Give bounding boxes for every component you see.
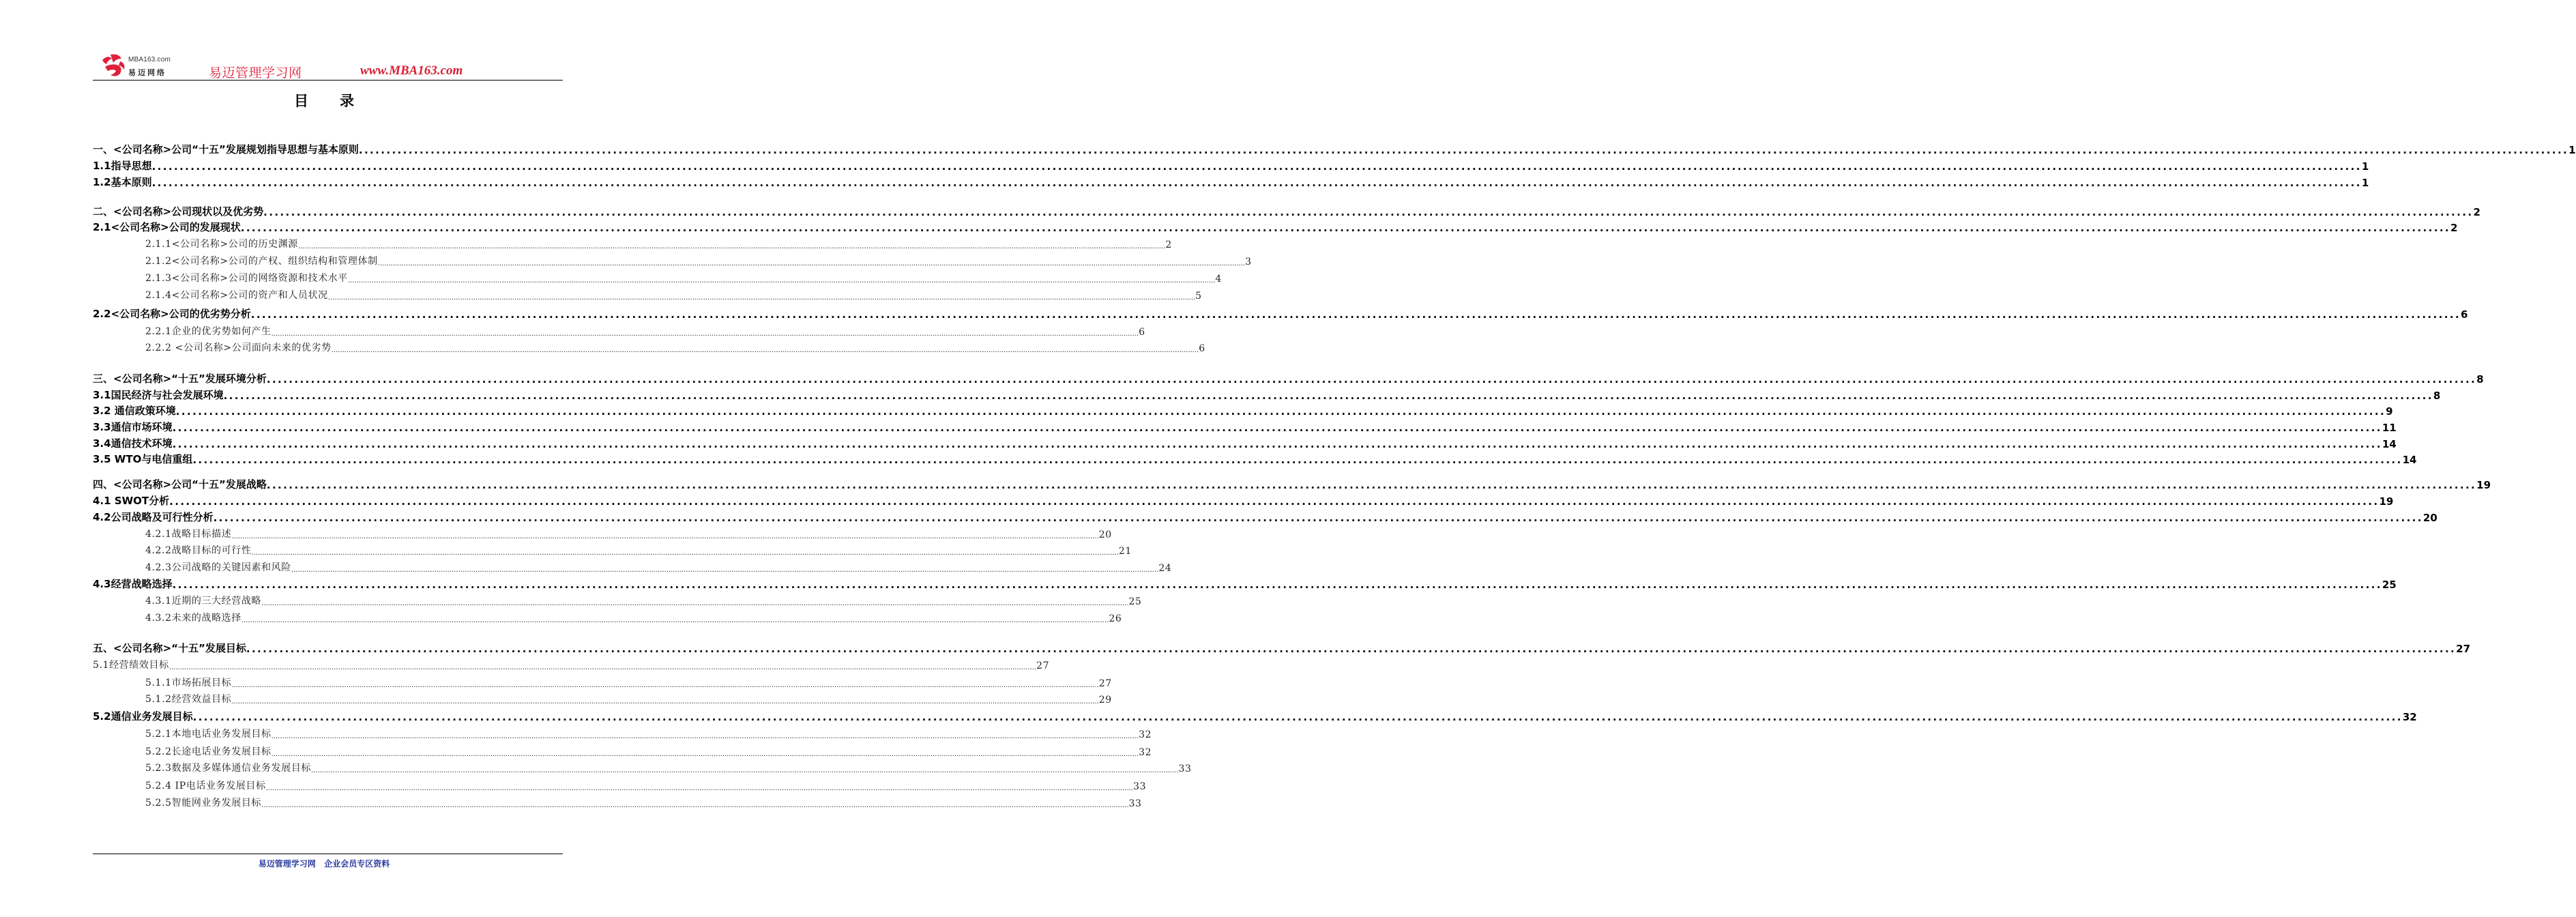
toc-entry[interactable] bbox=[93, 140, 2576, 156]
toc-entry[interactable] bbox=[145, 338, 1205, 354]
toc-entry-title: 2.2<公司名称>公司的优劣势分析 bbox=[93, 308, 251, 320]
page-header bbox=[93, 45, 563, 81]
toc-entry-page: 4 bbox=[1215, 274, 1222, 285]
toc-entry[interactable] bbox=[93, 574, 2397, 591]
toc-entry-page: 14 bbox=[2382, 438, 2397, 450]
toc-entry[interactable] bbox=[145, 540, 1132, 557]
toc-entry-page: 25 bbox=[2382, 579, 2397, 591]
toc-entry-page: 26 bbox=[1109, 613, 1122, 624]
toc-entry-title: 4.2.1战略目标描述 bbox=[145, 529, 232, 540]
toc-entry-page: 27 bbox=[1098, 678, 1112, 689]
toc-entry-title: 2.1.3<公司名称>公司的网络资源和技术水平 bbox=[145, 273, 348, 284]
toc-entry-title: 2.2.1企业的优劣势如何产生 bbox=[145, 326, 272, 337]
toc-leader-dots: ................................................................................................................................................................................................................................................................................................................................................................................................................ bbox=[213, 512, 2423, 524]
toc-entry-page: 6 bbox=[1199, 343, 1205, 354]
toc-leader-dots: ................................................................................................................................................................................................................................................................................................................................................................................................................ bbox=[231, 698, 1099, 705]
toc-entry-title: 2.1<公司名称>公司的发展现状 bbox=[93, 221, 241, 233]
toc-leader-dots: ................................................................................................................................................................................................................................................................................................................................................................................................................ bbox=[231, 682, 1099, 689]
toc-entry[interactable] bbox=[93, 401, 2393, 418]
toc-entry[interactable] bbox=[93, 173, 2369, 189]
toc-entry[interactable] bbox=[93, 202, 2480, 218]
toc-leader-dots: ................................................................................................................................................................................................................................................................................................................................................................................................................ bbox=[261, 802, 1129, 809]
toc-entry-page: 8 bbox=[2433, 390, 2441, 402]
toc-entry-title: 5.2.1本地电话业务发展目标 bbox=[145, 729, 272, 740]
toc-leader-dots: ................................................................................................................................................................................................................................................................................................................................................................................................................ bbox=[250, 308, 2461, 321]
footer-tagline: 企业会员专区资料 bbox=[324, 859, 390, 869]
toc-entry-page: 1 bbox=[2361, 160, 2369, 173]
footer-site-name: 易迈管理学习网 bbox=[258, 859, 316, 869]
toc-entry[interactable] bbox=[145, 793, 1142, 809]
logo-name: 易迈网络 bbox=[128, 68, 166, 77]
toc-entry-page: 32 bbox=[1139, 729, 1152, 740]
toc-entry-title: 5.2通信业务发展目标 bbox=[93, 710, 193, 723]
toc-entry-page: 27 bbox=[2456, 643, 2471, 655]
toc-entry-title: 3.1国民经济与社会发展环境 bbox=[93, 389, 224, 401]
page-footer bbox=[0, 858, 648, 869]
toc-entry[interactable] bbox=[145, 234, 1172, 250]
toc-leader-dots: ................................................................................................................................................................................................................................................................................................................................................................................................................ bbox=[311, 767, 1179, 774]
toc-entry[interactable] bbox=[145, 758, 1192, 774]
toc-entry-title: 4.3.2未来的战略选择 bbox=[145, 613, 241, 624]
site-name: 易迈管理学习网 bbox=[209, 66, 302, 81]
toc-entry-page: 1 bbox=[2361, 177, 2369, 189]
toc-entry[interactable] bbox=[93, 475, 2491, 491]
toc-entry[interactable] bbox=[93, 508, 2438, 524]
toc-leader-dots: ................................................................................................................................................................................................................................................................................................................................................................................................................ bbox=[291, 566, 1159, 574]
toc-leader-dots: ................................................................................................................................................................................................................................................................................................................................................................................................................ bbox=[347, 277, 1216, 285]
page-title: 目录 bbox=[294, 93, 385, 109]
toc-leader-dots: ................................................................................................................................................................................................................................................................................................................................................................................................................ bbox=[192, 454, 2403, 466]
toc-leader-dots: ................................................................................................................................................................................................................................................................................................................................................................................................................ bbox=[261, 600, 1129, 607]
toc-entry-title: 5.2.3数据及多媒体通信业务发展目标 bbox=[145, 763, 312, 774]
toc-entry-page: 19 bbox=[2379, 495, 2394, 508]
toc-leader-dots: ................................................................................................................................................................................................................................................................................................................................................................................................................ bbox=[169, 495, 2380, 508]
toc-entry-page: 21 bbox=[1118, 546, 1132, 557]
toc-entry[interactable] bbox=[145, 321, 1145, 338]
toc-entry-page: 2 bbox=[2473, 206, 2480, 218]
toc-entry-page: 6 bbox=[1139, 327, 1145, 338]
toc-entry-title: 5.2.5智能网业务发展目标 bbox=[145, 798, 262, 809]
toc-entry-page: 24 bbox=[1158, 563, 1172, 574]
toc-leader-dots: ................................................................................................................................................................................................................................................................................................................................................................................................................ bbox=[331, 347, 1199, 354]
toc-entry-page: 29 bbox=[1098, 695, 1112, 705]
toc-entry-title: 1.1指导思想 bbox=[93, 160, 152, 172]
toc-entry-title: 4.1 SWOT分析 bbox=[93, 495, 170, 507]
toc-leader-dots: ................................................................................................................................................................................................................................................................................................................................................................................................................ bbox=[246, 643, 2457, 655]
toc-entry-page: 32 bbox=[2402, 711, 2417, 723]
toc-entry-title: 3.3通信市场环境 bbox=[93, 421, 173, 433]
toc-leader-dots: ................................................................................................................................................................................................................................................................................................................................................................................................................ bbox=[175, 405, 2386, 418]
toc-leader-dots: ................................................................................................................................................................................................................................................................................................................................................................................................................ bbox=[251, 549, 1119, 557]
toc-entry[interactable] bbox=[93, 707, 2417, 723]
toc-entry-page: 27 bbox=[1036, 660, 1050, 671]
toc-entry-title: 5.2.2长途电话业务发展目标 bbox=[145, 746, 272, 757]
toc-leader-dots: ................................................................................................................................................................................................................................................................................................................................................................................................................ bbox=[231, 533, 1099, 540]
toc-entry-title: 2.1.4<公司名称>公司的资产和人员状况 bbox=[145, 290, 328, 301]
toc-leader-dots: ................................................................................................................................................................................................................................................................................................................................................................................................................ bbox=[151, 177, 2362, 189]
toc-entry-title: 3.2 通信政策环境 bbox=[93, 405, 176, 417]
toc-entry-page: 32 bbox=[1139, 747, 1152, 758]
toc-leader-dots: ................................................................................................................................................................................................................................................................................................................................................................................................................ bbox=[266, 373, 2477, 385]
logo bbox=[98, 50, 180, 78]
toc-entry-title: 4.2.3公司战略的关键因素和风险 bbox=[145, 562, 291, 573]
toc-entry-page: 8 bbox=[2476, 373, 2484, 385]
toc-entry-title: 4.3经营战略选择 bbox=[93, 578, 173, 590]
toc-entry-title: 四、<公司名称>公司“十五”发展战略 bbox=[93, 478, 267, 491]
toc-entry-page: 5 bbox=[1195, 291, 1202, 302]
toc-entry[interactable] bbox=[145, 524, 1112, 540]
toc-entry[interactable] bbox=[93, 434, 2397, 450]
toc-entry[interactable] bbox=[145, 776, 1147, 792]
toc-entry[interactable] bbox=[145, 285, 1202, 302]
toc-entry[interactable] bbox=[145, 608, 1122, 624]
toc-entry[interactable] bbox=[145, 591, 1142, 607]
toc-leader-dots: ................................................................................................................................................................................................................................................................................................................................................................................................................ bbox=[327, 294, 1196, 302]
toc-entry[interactable] bbox=[145, 724, 1152, 740]
toc-entry[interactable] bbox=[145, 268, 1222, 285]
toc-leader-dots: ................................................................................................................................................................................................................................................................................................................................................................................................................ bbox=[263, 206, 2474, 218]
toc-entry-page: 3 bbox=[1245, 257, 1252, 267]
toc-leader-dots: ................................................................................................................................................................................................................................................................................................................................................................................................................ bbox=[265, 785, 1134, 792]
toc-entry-page: 11 bbox=[2382, 422, 2397, 434]
toc-entry-title: 4.2公司战略及可行性分析 bbox=[93, 511, 214, 523]
toc-entry-page: 20 bbox=[1098, 529, 1112, 540]
logo-mark-icon bbox=[98, 50, 127, 78]
toc-leader-dots: ................................................................................................................................................................................................................................................................................................................................................................................................................ bbox=[377, 260, 1246, 267]
toc-entry-page: 6 bbox=[2461, 308, 2468, 321]
toc-entry[interactable] bbox=[93, 156, 2369, 173]
toc-entry-title: 5.1.2经营效益目标 bbox=[145, 694, 232, 705]
toc-entry-title: 5.1经营绩效目标 bbox=[93, 660, 169, 671]
toc-leader-dots: ................................................................................................................................................................................................................................................................................................................................................................................................................ bbox=[172, 422, 2382, 434]
toc-entry-title: 3.5 WTO与电信重组 bbox=[93, 453, 193, 465]
toc-leader-dots: ................................................................................................................................................................................................................................................................................................................................................................................................................ bbox=[241, 617, 1109, 624]
toc-entry-title: 二、<公司名称>公司现状以及优劣势 bbox=[93, 205, 264, 218]
site-url[interactable]: www.MBA163.com bbox=[360, 63, 463, 78]
toc-leader-dots: ................................................................................................................................................................................................................................................................................................................................................................................................................ bbox=[271, 330, 1139, 338]
toc-entry[interactable] bbox=[93, 385, 2441, 402]
toc-entry[interactable] bbox=[145, 557, 1172, 574]
toc-leader-dots: ................................................................................................................................................................................................................................................................................................................................................................................................................ bbox=[172, 438, 2382, 450]
toc-leader-dots: ................................................................................................................................................................................................................................................................................................................................................................................................................ bbox=[297, 243, 1166, 250]
toc-leader-dots: ................................................................................................................................................................................................................................................................................................................................................................................................................ bbox=[358, 144, 2569, 156]
toc-entry-title: 五、<公司名称>“十五”发展目标 bbox=[93, 642, 246, 654]
toc-entry[interactable] bbox=[93, 655, 1050, 671]
toc-entry-title: 2.1.1<公司名称>公司的历史渊源 bbox=[145, 239, 298, 250]
toc-leader-dots: ................................................................................................................................................................................................................................................................................................................................................................................................................ bbox=[192, 711, 2403, 723]
toc-entry-title: 5.2.4 IP电话业务发展目标 bbox=[145, 781, 266, 791]
toc-entry-title: 一、<公司名称>公司“十五”发展规划指导思想与基本原则 bbox=[93, 143, 359, 156]
toc-leader-dots: ................................................................................................................................................................................................................................................................................................................................................................................................................ bbox=[169, 664, 1037, 671]
header-divider bbox=[93, 80, 563, 81]
toc-leader-dots: ................................................................................................................................................................................................................................................................................................................................................................................................................ bbox=[223, 390, 2433, 402]
toc-leader-dots: ................................................................................................................................................................................................................................................................................................................................................................................................................ bbox=[271, 733, 1139, 740]
toc-entry[interactable] bbox=[145, 689, 1112, 705]
toc-leader-dots: ................................................................................................................................................................................................................................................................................................................................................................................................................ bbox=[172, 579, 2382, 591]
toc-entry[interactable] bbox=[93, 639, 2471, 655]
toc-entry-page: 1 bbox=[2568, 144, 2576, 156]
logo-domain: MBA163.com bbox=[128, 56, 171, 63]
toc-entry-page: 25 bbox=[1128, 596, 1142, 607]
toc-leader-dots: ................................................................................................................................................................................................................................................................................................................................................................................................................ bbox=[151, 160, 2362, 173]
toc-entry-page: 33 bbox=[1128, 798, 1142, 809]
toc-entry-title: 三、<公司名称>“十五”发展环境分析 bbox=[93, 373, 267, 385]
toc-entry-title: 4.3.1近期的三大经营战略 bbox=[145, 596, 262, 607]
toc-entry-title: 5.1.1市场拓展目标 bbox=[145, 678, 232, 688]
toc-entry[interactable] bbox=[93, 218, 2458, 234]
toc-entry[interactable] bbox=[93, 491, 2394, 508]
toc-entry[interactable] bbox=[93, 450, 2417, 466]
toc-entry[interactable] bbox=[145, 673, 1112, 689]
toc-entry[interactable] bbox=[93, 418, 2397, 434]
toc-entry[interactable] bbox=[145, 742, 1152, 758]
toc-entry-title: 1.2基本原则 bbox=[93, 176, 152, 188]
toc-entry-page: 20 bbox=[2423, 512, 2438, 524]
toc-entry-title: 2.2.2 <公司名称>公司面向未来的优劣势 bbox=[145, 343, 332, 353]
toc-leader-dots: ................................................................................................................................................................................................................................................................................................................................................................................................................ bbox=[266, 479, 2477, 491]
toc-entry-page: 33 bbox=[1178, 763, 1192, 774]
toc-entry-page: 33 bbox=[1133, 781, 1147, 792]
toc-entry-title: 4.2.2战略目标的可行性 bbox=[145, 545, 252, 556]
toc-entry[interactable] bbox=[93, 369, 2484, 385]
toc-entry-page: 9 bbox=[2386, 405, 2393, 418]
toc-entry-page: 2 bbox=[2450, 222, 2458, 234]
toc-entry-title: 3.4通信技术环境 bbox=[93, 437, 173, 450]
toc-entry[interactable] bbox=[93, 304, 2468, 321]
toc-leader-dots: ................................................................................................................................................................................................................................................................................................................................................................................................................ bbox=[240, 222, 2451, 234]
toc-entry-page: 14 bbox=[2402, 454, 2417, 466]
toc-entry-page: 2 bbox=[1165, 239, 1172, 250]
toc-entry[interactable] bbox=[145, 251, 1252, 267]
toc-leader-dots: ................................................................................................................................................................................................................................................................................................................................................................................................................ bbox=[271, 751, 1139, 758]
toc-entry-page: 19 bbox=[2476, 479, 2491, 491]
toc-entry-title: 2.1.2<公司名称>公司的产权、组织结构和管理体制 bbox=[145, 256, 378, 267]
